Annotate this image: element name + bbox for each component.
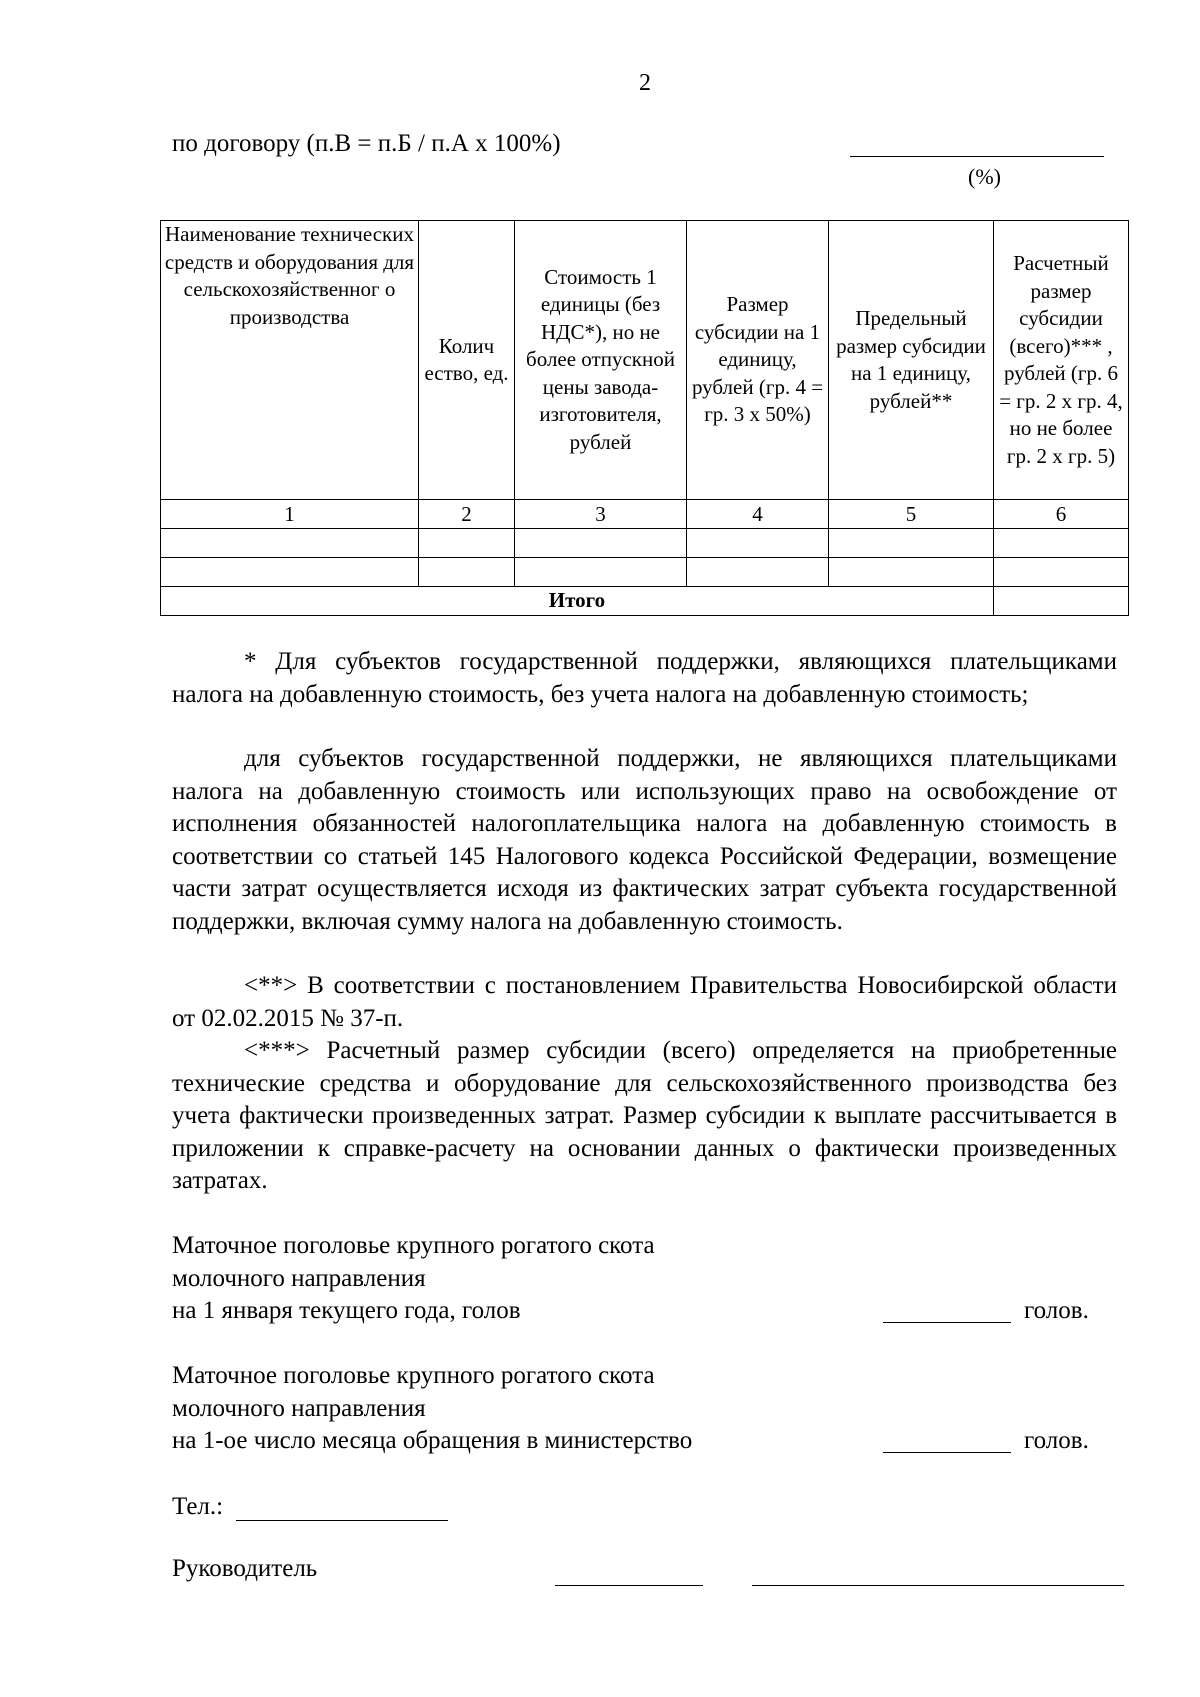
column-number: 4	[687, 500, 829, 529]
table-cell[interactable]	[829, 558, 994, 587]
footnote-government-decree: <**> В соответствии с постановлением Правительства Новосибирской области от 02.02.2015 № 37-п.	[172, 972, 1117, 1032]
table-cell[interactable]	[994, 529, 1129, 558]
table-cell[interactable]	[419, 529, 515, 558]
percent-unit-label: (%)	[968, 164, 1001, 189]
contract-ratio-label: по договору (п.В = п.Б / п.А х 100%)	[172, 130, 561, 157]
column-number: 5	[829, 500, 994, 529]
header-subsidy-per-unit: Размер субсидии на 1 единицу, рублей (гр. 4 = гр. 3 х 50%)	[687, 221, 829, 500]
total-label: Итого	[161, 587, 994, 616]
livestock-month-blank[interactable]	[883, 1452, 1011, 1453]
header-equipment-name: Наименование технических средств и оборудования для сельскохозяйственног о производства	[161, 221, 419, 500]
header-max-subsidy: Предельный размер субсидии на 1 единицу, рублей**	[829, 221, 994, 500]
header-quantity: Колич ество, ед.	[419, 221, 515, 500]
header-unit-cost: Стоимость 1 единицы (без НДС*), но не более отпускной цены завода-изготовителя, рублей	[515, 221, 687, 500]
footnote-vat-payers: * Для субъектов государственной поддержки, являющихся плательщиками налога на добавленную стоимость, без учета налога на добавленную стоимость;	[172, 648, 1117, 708]
livestock-jan-unit: голов.	[1024, 1297, 1089, 1324]
subsidy-table	[160, 220, 1129, 616]
table-cell[interactable]	[161, 558, 419, 587]
header-estimated-subsidy: Расчетный размер субсидии (всего)*** , рублей (гр. 6 = гр. 2 х гр. 4, но не более гр. 2 х гр. 5)	[994, 221, 1129, 500]
table-total-row	[161, 587, 1129, 616]
table-column-numbers-row	[161, 500, 1129, 529]
table-cell[interactable]	[515, 529, 687, 558]
table-cell[interactable]	[515, 558, 687, 587]
total-value-cell[interactable]	[994, 587, 1129, 616]
head-signature-blank[interactable]	[555, 1585, 703, 1586]
table-row	[161, 529, 1129, 558]
table-cell[interactable]	[161, 529, 419, 558]
phone-label: Тел.:	[172, 1493, 224, 1520]
head-name-blank[interactable]	[752, 1585, 1124, 1586]
livestock-jan-blank[interactable]	[883, 1322, 1011, 1323]
livestock-month-label: Маточное поголовье крупного рогатого скота молочного направления на 1-ое число месяца обращения в министерство	[172, 1362, 693, 1454]
footnote-estimated-subsidy: <***> Расчетный размер субсидии (всего) определяется на приобретенные технические средства и оборудование для сельскохозяйственного производства без учета фактически произведенных затрат. Размер субсидии к выплате рассчитывается в приложении к справке-расчету на основании данных о фактически произведенных затратах.	[172, 1037, 1117, 1194]
table-row	[161, 558, 1129, 587]
livestock-jan-label: Маточное поголовье крупного рогатого скота молочного направления на 1 января текущего года, голов	[172, 1232, 655, 1324]
page-number: 2	[639, 70, 651, 96]
column-number: 1	[161, 500, 419, 529]
table-header-row	[161, 221, 1129, 500]
table-cell[interactable]	[687, 558, 829, 587]
column-number: 6	[994, 500, 1129, 529]
table-cell[interactable]	[829, 529, 994, 558]
contract-ratio-blank	[850, 156, 1104, 157]
head-label: Руководитель	[172, 1555, 318, 1582]
column-number: 3	[515, 500, 687, 529]
table-cell[interactable]	[994, 558, 1129, 587]
livestock-month-unit: голов.	[1024, 1427, 1089, 1454]
table-cell[interactable]	[419, 558, 515, 587]
phone-blank[interactable]	[236, 1520, 448, 1521]
table-cell[interactable]	[687, 529, 829, 558]
footnote-non-vat-payers: для субъектов государственной поддержки, не являющихся плательщиками налога на добавленную стоимость или использующих право на освобождение от исполнения обязанностей налогоплательщика налога на добавленную стоимость в соответствии со статьей 145 Налогового кодекса Российской Федерации, возмещение части затрат осуществляется исходя из фактических затрат субъекта государственной поддержки, включая сумму налога на добавленную стоимость.	[172, 745, 1117, 935]
column-number: 2	[419, 500, 515, 529]
